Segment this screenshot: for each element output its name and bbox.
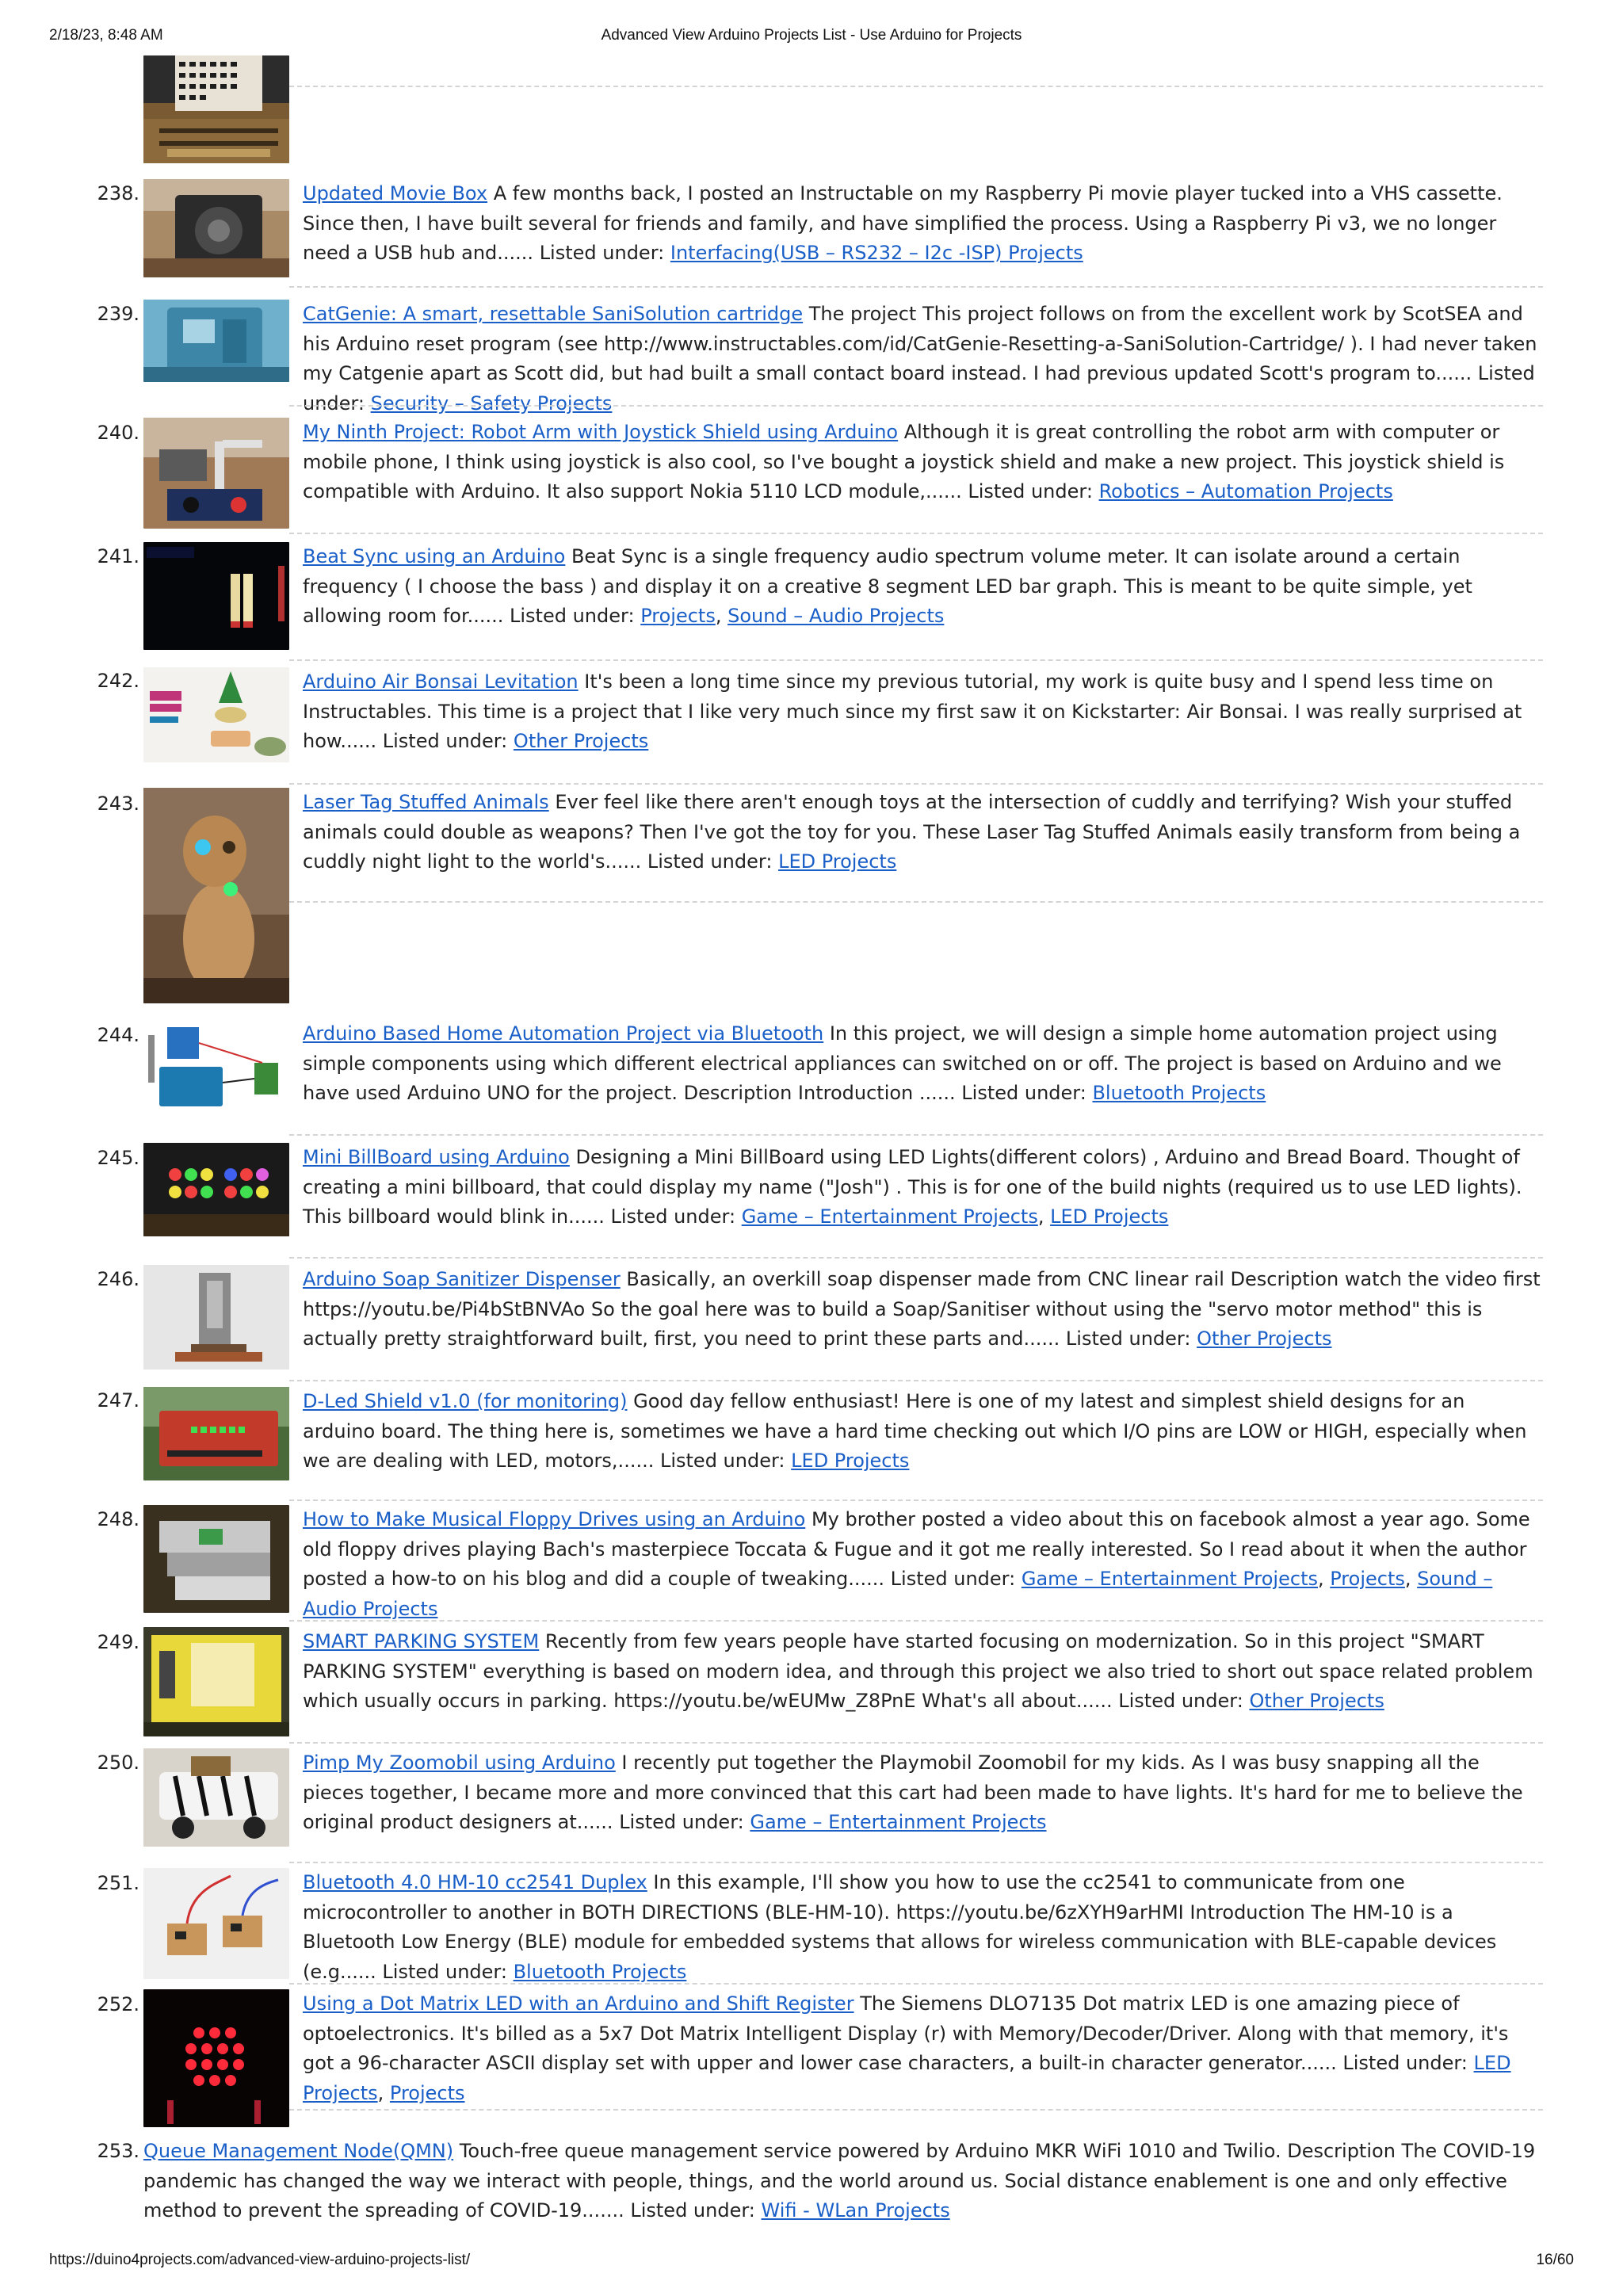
category-link[interactable]: Projects — [1330, 1568, 1405, 1590]
home-automation-diagram-image — [143, 1019, 289, 1114]
project-title-link[interactable]: Beat Sync using an Arduino — [303, 545, 566, 567]
category-link[interactable]: Bluetooth Projects — [1092, 1082, 1266, 1104]
project-title-link[interactable]: Arduino Air Bonsai Levitation — [303, 670, 579, 693]
page-title: Advanced View Arduino Projects List - Use Arduino for Projects — [601, 27, 1022, 44]
project-entry — [303, 788, 1543, 877]
listed-under-label: Listed under: — [659, 1450, 785, 1472]
category-link[interactable]: Projects — [640, 605, 716, 627]
project-description: Touch-free queue management service powered by Arduino MKR WiFi 1010 and Twilio. Description The COVID-19 pandemic has changed the way we interact with people, things, and the world around us. Social distance enablement is one and only effective method to prevent the spreading of COVID-19....... — [143, 2140, 1536, 2222]
listed-under-label: Listed under: — [647, 850, 773, 873]
item-number: 246. — [97, 1268, 139, 1290]
category-link[interactable]: Other Projects — [1197, 1328, 1332, 1350]
separator — [289, 286, 1543, 288]
project-description: It's been a long time since my previous tutorial, my work is quite busy and I spend less time on Instructables. This time is a project that I like very much since my first saw it on Kickstarter: Air Bonsai. I was really surprised at how...... — [303, 670, 1522, 752]
thumbnail[interactable] — [143, 1505, 289, 1613]
floppy-drives-image — [143, 1505, 289, 1613]
category-link[interactable]: Bluetooth Projects — [513, 1960, 687, 1983]
category-link[interactable]: Other Projects — [1249, 1690, 1384, 1712]
separator — [289, 659, 1543, 661]
thumbnail[interactable] — [143, 1143, 289, 1236]
project-board-image — [143, 55, 289, 163]
project-description: The project This project follows on from the excellent work by ScotSEA and his Arduino reset program (see http://www.instructables.com/id/CatGenie-Resetting-a-SaniSolution-Cartridge/ ). I had never taken my Catgenie apart as Scott did, but had built a small contact board instead. I had previous updated Scott's program to...... — [303, 303, 1537, 384]
project-title-link[interactable]: Pimp My Zoomobil using Arduino — [303, 1752, 616, 1774]
project-description: In this example, I'll show you how to use the cc2541 to communicate from one microcontroller to another in BOTH DIRECTIONS (BLE-HM-10). https://youtu.be/6zXYH9arHMI Introduction The HM-10 is a Bluetooth Low Energy (BLE) module for embedded systems that allows for wireless communication with BLE-capable devices (e.g...... — [303, 1871, 1497, 1983]
separator — [289, 86, 1543, 87]
project-entry — [303, 179, 1543, 269]
project-title-link[interactable]: CatGenie: A smart, resettable SaniSolution cartridge — [303, 303, 804, 325]
item-number: 245. — [97, 1147, 139, 1169]
project-description: Beat Sync is a single frequency audio spectrum volume meter. It can isolate around a certain frequency ( I choose the bass ) and display it on a creative 8 segment LED bar graph. This is meant to be quite simple, yet allowing room for...... — [303, 545, 1472, 627]
category-link[interactable]: Sound – Audio Projects — [727, 605, 945, 627]
project-title-link[interactable]: Updated Movie Box — [303, 182, 488, 204]
thumbnail[interactable] — [143, 418, 289, 529]
thumbnail[interactable] — [143, 300, 289, 382]
project-entry — [303, 1748, 1543, 1838]
category-link[interactable]: Interfacing(USB – RS232 – I2c -ISP) Projects — [670, 242, 1083, 264]
thumbnail[interactable] — [143, 1868, 289, 1979]
project-title-link[interactable]: Mini BillBoard using Arduino — [303, 1146, 570, 1168]
listed-under-label: Listed under: — [890, 1568, 1016, 1590]
dot-matrix-image — [143, 1989, 289, 2127]
project-title-link[interactable]: D-Led Shield v1.0 (for monitoring) — [303, 1390, 628, 1412]
project-description: Basically, an overkill soap dispenser made from CNC linear rail Description watch the video first https://youtu.be/Pi4bStBNVAo So the goal here was to build a Soap/Sanitiser without using the "servo motor method" this is actually pretty straightforward built, first, you need to print these parts and...... — [303, 1268, 1541, 1350]
category-link[interactable]: Security – Safety Projects — [370, 392, 613, 415]
project-description: I recently put together the Playmobil Zoomobil for my kids. As I was busy snapping all the pieces together, I became more and more convinced that this cart had been made to have lights. It's hard for me to believe the original product designers at...... — [303, 1752, 1523, 1833]
project-entry — [303, 1989, 1543, 2108]
print-footer — [49, 2252, 1574, 2274]
thumbnail[interactable] — [143, 1265, 289, 1370]
separator — [289, 533, 1543, 534]
project-title-link[interactable]: Queue Management Node(QMN) — [143, 2140, 454, 2162]
project-entry — [303, 1387, 1543, 1477]
project-description: Good day fellow enthusiast! Here is one of my latest and simplest shield designs for an arduino board. The thing here is, sometimes we have a hard time checking out which I/O pins are LOW or HIGH, especially when we are dealing with LED, motors,...... — [303, 1390, 1527, 1472]
category-link[interactable]: LED Projects — [1050, 1205, 1169, 1228]
listed-under-label: Listed under: — [539, 242, 665, 264]
led-shield-image — [143, 1387, 289, 1480]
meerkat-toy-image — [143, 788, 289, 1003]
movie-box-image — [143, 179, 289, 277]
project-description: A few months back, I posted an Instructable on my Raspberry Pi movie player tucked into a VHS cassette. Since then, I have built several for friends and family, and have simplified the process. Using a Raspberry Pi v3, we no longer need a USB hub and...... — [303, 182, 1503, 264]
soap-dispenser-image — [143, 1265, 289, 1370]
project-description: Ever feel like there aren't enough toys at the intersection of cuddly and terrifying? Wish your stuffed animals could double as weapons? Then I've got the toy for you. These Laser Tag Stuffed Animals easily transform from being a cuddly night light to the world's...... — [303, 791, 1521, 873]
category-link[interactable]: Other Projects — [513, 730, 649, 752]
print-datetime: 2/18/23, 8:48 AM — [49, 27, 163, 44]
thumbnail[interactable] — [143, 179, 289, 277]
project-description: Recently from few years people have started focusing on modernization. So in this project "SMART PARKING SYSTEM" everything is based on modern idea, and through this project we also tried to short out space related problem which usually occurs in parking. https://youtu.be/wEUMw_Z8PnE What's all about...... — [303, 1630, 1533, 1712]
thumbnail[interactable] — [143, 788, 289, 1003]
item-number: 241. — [97, 545, 139, 567]
category-link[interactable]: LED Projects — [778, 850, 897, 873]
project-entry — [303, 300, 1543, 418]
project-title-link[interactable]: Bluetooth 4.0 HM-10 cc2541 Duplex — [303, 1871, 647, 1893]
category-link[interactable]: Game – Entertainment Projects — [1021, 1568, 1318, 1590]
category-link[interactable]: Projects — [389, 2081, 465, 2104]
listed-under-label: Listed under: — [1342, 2052, 1468, 2074]
project-entry — [303, 1143, 1543, 1232]
project-entry — [303, 1505, 1543, 1624]
thumbnail[interactable] — [143, 1019, 289, 1114]
comma: , — [1404, 1568, 1418, 1590]
robot-arm-image — [143, 418, 289, 529]
separator — [289, 1380, 1543, 1381]
page-url: https://duino4projects.com/advanced-view-arduino-projects-list/ — [49, 2252, 471, 2268]
item-number: 253. — [97, 2140, 139, 2162]
category-link[interactable]: Game – Entertainment Projects — [741, 1205, 1038, 1228]
category-link[interactable]: LED Projects — [303, 2052, 1511, 2104]
item-number: 239. — [97, 303, 139, 325]
listed-under-label: Listed under: — [610, 1205, 736, 1228]
comma: , — [715, 605, 728, 627]
zoomobil-image — [143, 1748, 289, 1847]
separator — [289, 1499, 1543, 1501]
thumbnail[interactable] — [143, 542, 289, 650]
separator — [289, 1862, 1543, 1863]
project-entry — [303, 542, 1543, 632]
item-number: 249. — [97, 1631, 139, 1653]
smart-parking-image — [143, 1627, 289, 1736]
thumbnail[interactable] — [143, 1748, 289, 1847]
listed-under-label: Listed under: — [630, 2199, 755, 2222]
comma: , — [377, 2081, 390, 2104]
project-title-link[interactable]: My Ninth Project: Robot Arm with Joystick Shield using Arduino — [303, 421, 899, 443]
category-link[interactable]: LED Projects — [791, 1450, 910, 1472]
beat-sync-image — [143, 542, 289, 650]
item-number: 244. — [97, 1024, 139, 1046]
mini-billboard-image — [143, 1143, 289, 1236]
separator — [289, 1742, 1543, 1744]
comma: , — [1317, 1568, 1331, 1590]
category-link[interactable]: Wifi - WLan Projects — [761, 2199, 950, 2222]
listed-under-label: Listed under: — [382, 1960, 507, 1983]
item-number: 247. — [97, 1389, 139, 1412]
separator — [289, 783, 1543, 785]
item-number: 240. — [97, 422, 139, 444]
project-title-link[interactable]: Arduino Based Home Automation Project via Bluetooth — [303, 1022, 824, 1045]
catgenie-image — [143, 300, 289, 382]
project-title-link[interactable]: SMART PARKING SYSTEM — [303, 1630, 540, 1652]
project-description: In this project, we will design a simple home automation project using simple components using which different electrical appliances can switched on or off. The project is based on Arduino and we have used Arduino UNO for the project. Description Introduction ...... — [303, 1022, 1502, 1104]
project-entry — [303, 418, 1543, 507]
item-number: 250. — [97, 1752, 139, 1774]
item-number: 251. — [97, 1872, 139, 1894]
thumbnail[interactable] — [143, 1627, 289, 1736]
category-link[interactable]: Robotics – Automation Projects — [1098, 480, 1393, 502]
listed-under-label: Listed under: — [619, 1811, 744, 1833]
project-description: The Siemens DLO7135 Dot matrix LED is one amazing piece of optoelectronics. It's billed as a 5x7 Dot Matrix Intelligent Display (r) with Memory/Decoder/Driver. Along with that memory, it's got a 96-character ASCII display set with upper and lower case characters, a built-in character generator...... — [303, 1992, 1509, 2074]
separator — [289, 1134, 1543, 1136]
listed-under-label: Listed under: — [382, 730, 508, 752]
category-link[interactable]: Game – Entertainment Projects — [750, 1811, 1047, 1833]
project-title-link[interactable]: Using a Dot Matrix LED with an Arduino and Shift Register — [303, 1992, 854, 2015]
project-description: Designing a Mini BillBoard using LED Lights(different colors) , Arduino and Bread Board. Thought of creating a mini billboard, that could display my name ("Josh") . This is for one of the build nights (required us to use LED lights). This billboard would blink in...... — [303, 1146, 1522, 1228]
item-number: 248. — [97, 1508, 139, 1530]
listed-under-label: Listed under: — [961, 1082, 1086, 1104]
project-title-link[interactable]: Laser Tag Stuffed Animals — [303, 791, 549, 813]
listed-under-label: Listed under: — [1065, 1328, 1191, 1350]
project-description: My brother posted a video about this on facebook almost a year ago. Some old floppy drives playing Bach's masterpiece Toccata & Fugue and it got me really interested. So I read about it when the author posted a how-to on his blog and did a couple of tweaking...... — [303, 1508, 1530, 1590]
listed-under-label: Listed under: — [510, 605, 635, 627]
separator — [289, 1620, 1543, 1622]
page-number: 16/60 — [1536, 2252, 1574, 2268]
category-link[interactable]: Sound – Audio Projects — [303, 1568, 1493, 1620]
project-entry — [143, 2137, 1543, 2226]
project-entry — [303, 1019, 1543, 1109]
thumbnail[interactable] — [143, 1989, 289, 2127]
project-entry — [303, 1868, 1543, 1987]
thumbnail[interactable] — [143, 1387, 289, 1480]
item-number: 252. — [97, 1993, 139, 2015]
thumbnail-prev-partial[interactable] — [143, 55, 289, 163]
project-entry — [303, 1627, 1543, 1717]
item-number: 243. — [97, 793, 139, 815]
separator — [289, 2109, 1543, 2111]
project-title-link[interactable]: How to Make Musical Floppy Drives using an Arduino — [303, 1508, 806, 1530]
project-entry — [303, 1265, 1543, 1354]
listed-under-label: Listed under: — [1118, 1690, 1243, 1712]
project-description: Although it is great controlling the robot arm with computer or mobile phone, I think using joystick is also cool, so I've bought a joystick shield and make a new project. This joystick shield is compatible with Arduino. It also support Nokia 5110 LCD module,...... — [303, 421, 1505, 502]
item-number: 238. — [97, 182, 139, 204]
bluetooth-modules-image — [143, 1868, 289, 1979]
thumbnail[interactable] — [143, 667, 289, 762]
separator — [289, 1257, 1543, 1259]
project-title-link[interactable]: Arduino Soap Sanitizer Dispenser — [303, 1268, 621, 1290]
separator — [289, 405, 1543, 407]
project-entry — [303, 667, 1543, 757]
listed-under-label: Listed under: — [303, 362, 1535, 415]
air-bonsai-image — [143, 667, 289, 762]
listed-under-label: Listed under: — [968, 480, 1093, 502]
comma: , — [1037, 1205, 1051, 1228]
separator — [289, 1983, 1543, 1985]
separator — [289, 901, 1543, 903]
item-number: 242. — [97, 670, 139, 692]
